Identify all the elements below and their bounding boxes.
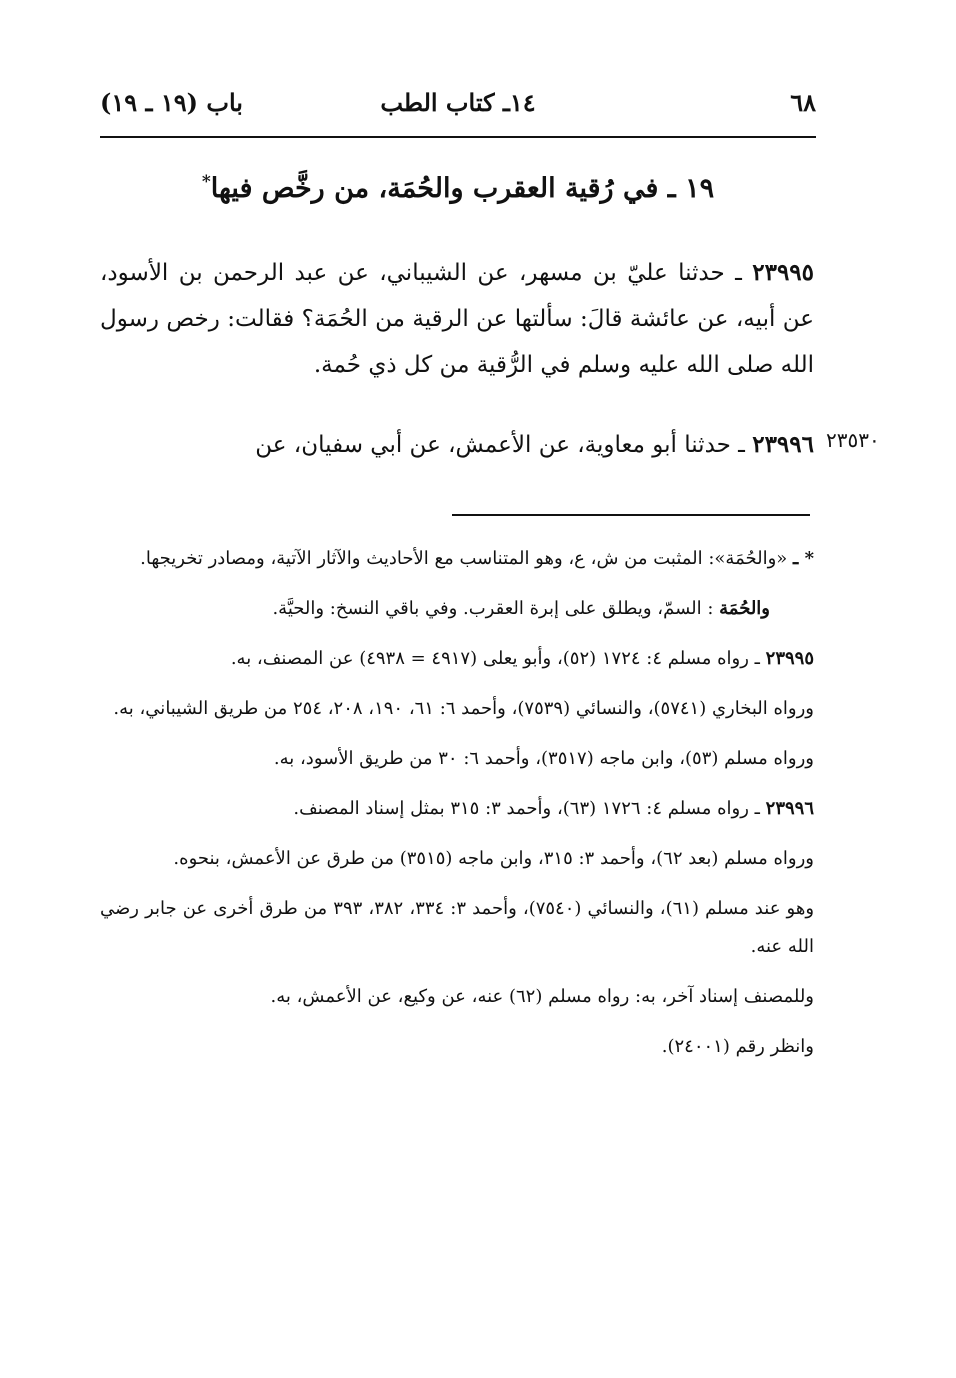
section-title (100, 172, 816, 204)
footnote-text: وهو عند مسلم (٦١)، والنسائي (٧٥٤٠)، وأحمد ٣: ٣٣٤، ٣٨٢، ٣٩٣ من طرق أخرى عن جابر رضي الله عنه. (100, 898, 815, 957)
footnote (100, 540, 814, 578)
footnote (100, 890, 814, 966)
footnote (100, 840, 814, 878)
section-footnote-marker: * (201, 172, 211, 192)
footnote (100, 978, 814, 1016)
footnote (100, 790, 814, 828)
page-header (100, 88, 816, 128)
footnote-text: وانظر رقم (٢٤٠٠١). (661, 1036, 814, 1057)
footnote-text: ورواه البخاري (٥٧٤١)، والنسائي (٧٥٣٩)، وأحمد ٦: ٦١، ١٩٠، ٢٠٨، ٢٥٤ من طريق الشيباني، به. (113, 698, 814, 719)
hadith-23996 (100, 422, 814, 468)
footnotes (100, 540, 814, 1078)
footnote-text: ـ رواه مسلم ٤: ١٧٢٤ (٥٢)، وأبو يعلى (٤٩١٧ = ٤٩٣٨) عن المصنف، به. (230, 648, 760, 669)
marginal-reference-number: ٢٣٥٣٠ (826, 428, 880, 452)
header-divider (100, 136, 816, 138)
footnote-text: وللمصنف إسناد آخر، به: رواه مسلم (٦٢) عنه، عن وكيع، عن الأعمش، به. (270, 986, 814, 1007)
section-title-text: ١٩ ـ في رُقية العقرب والحُمَة، من رخَّص فيها (210, 173, 715, 204)
hadith-text: ـ حدثنا عليّ بن مسهر، عن الشيباني، عن عبد الرحمن بن الأسود، عن أبيه، عن عائشة قالَ: سألتها عن الرقية من الحُمَة؟ فقالت: رخص رسول الله صلى الله عليه وسلم في الرُّقية من كل ذي حُمة. (100, 260, 814, 378)
footnote-text: : السمّ، ويطلق على إبرة العقرب. وفي باقي النسخ: والحيَّة. (272, 598, 714, 619)
footnote (100, 590, 814, 628)
footnote-text: «والحُمَة»: المثبت من ش، ع، وهو المتناسب مع الأحاديث والآثار الآتية، ومصادر تخريجها. (140, 548, 788, 569)
chapter-reference: باب (١٩ ـ ١٩) (100, 88, 243, 117)
footnote (100, 740, 814, 778)
hadith-text: ـ حدثنا أبو معاوية، عن الأعمش، عن أبي سفيان، عن (255, 432, 745, 458)
hadith-number: ٢٣٩٩٦ (752, 431, 814, 458)
footnote (100, 1028, 814, 1066)
footnote (100, 690, 814, 728)
book-title: ١٤ـ كتاب الطب (380, 88, 536, 117)
footnote (100, 640, 814, 678)
footnote-text: ورواه مسلم (بعد ٦٢)، وأحمد ٣: ٣١٥، وابن ماجه (٣٥١٥) من طرق عن الأعمش، بنحوه. (173, 848, 814, 869)
footnote-prefix: ٢٣٩٩٦ (765, 798, 814, 819)
hadith-23995 (100, 250, 814, 388)
footnote-prefix: ٢٣٩٩٥ (765, 648, 814, 669)
footnote-prefix: * ـ (793, 548, 814, 569)
footnote-text: ـ رواه مسلم ٤: ١٧٢٦ (٦٣)، وأحمد ٣: ٣١٥ بمثل إسناد المصنف. (293, 798, 760, 819)
hadith-number: ٢٣٩٩٥ (752, 259, 815, 286)
footnote-divider (452, 514, 810, 516)
page-number: ٦٨ (790, 88, 816, 117)
footnote-text: ورواه مسلم (٥٣)، وابن ماجه (٣٥١٧)، وأحمد ٦: ٣٠ من طريق الأسود، به. (273, 748, 814, 769)
footnote-prefix: والحُمَة (719, 598, 770, 619)
